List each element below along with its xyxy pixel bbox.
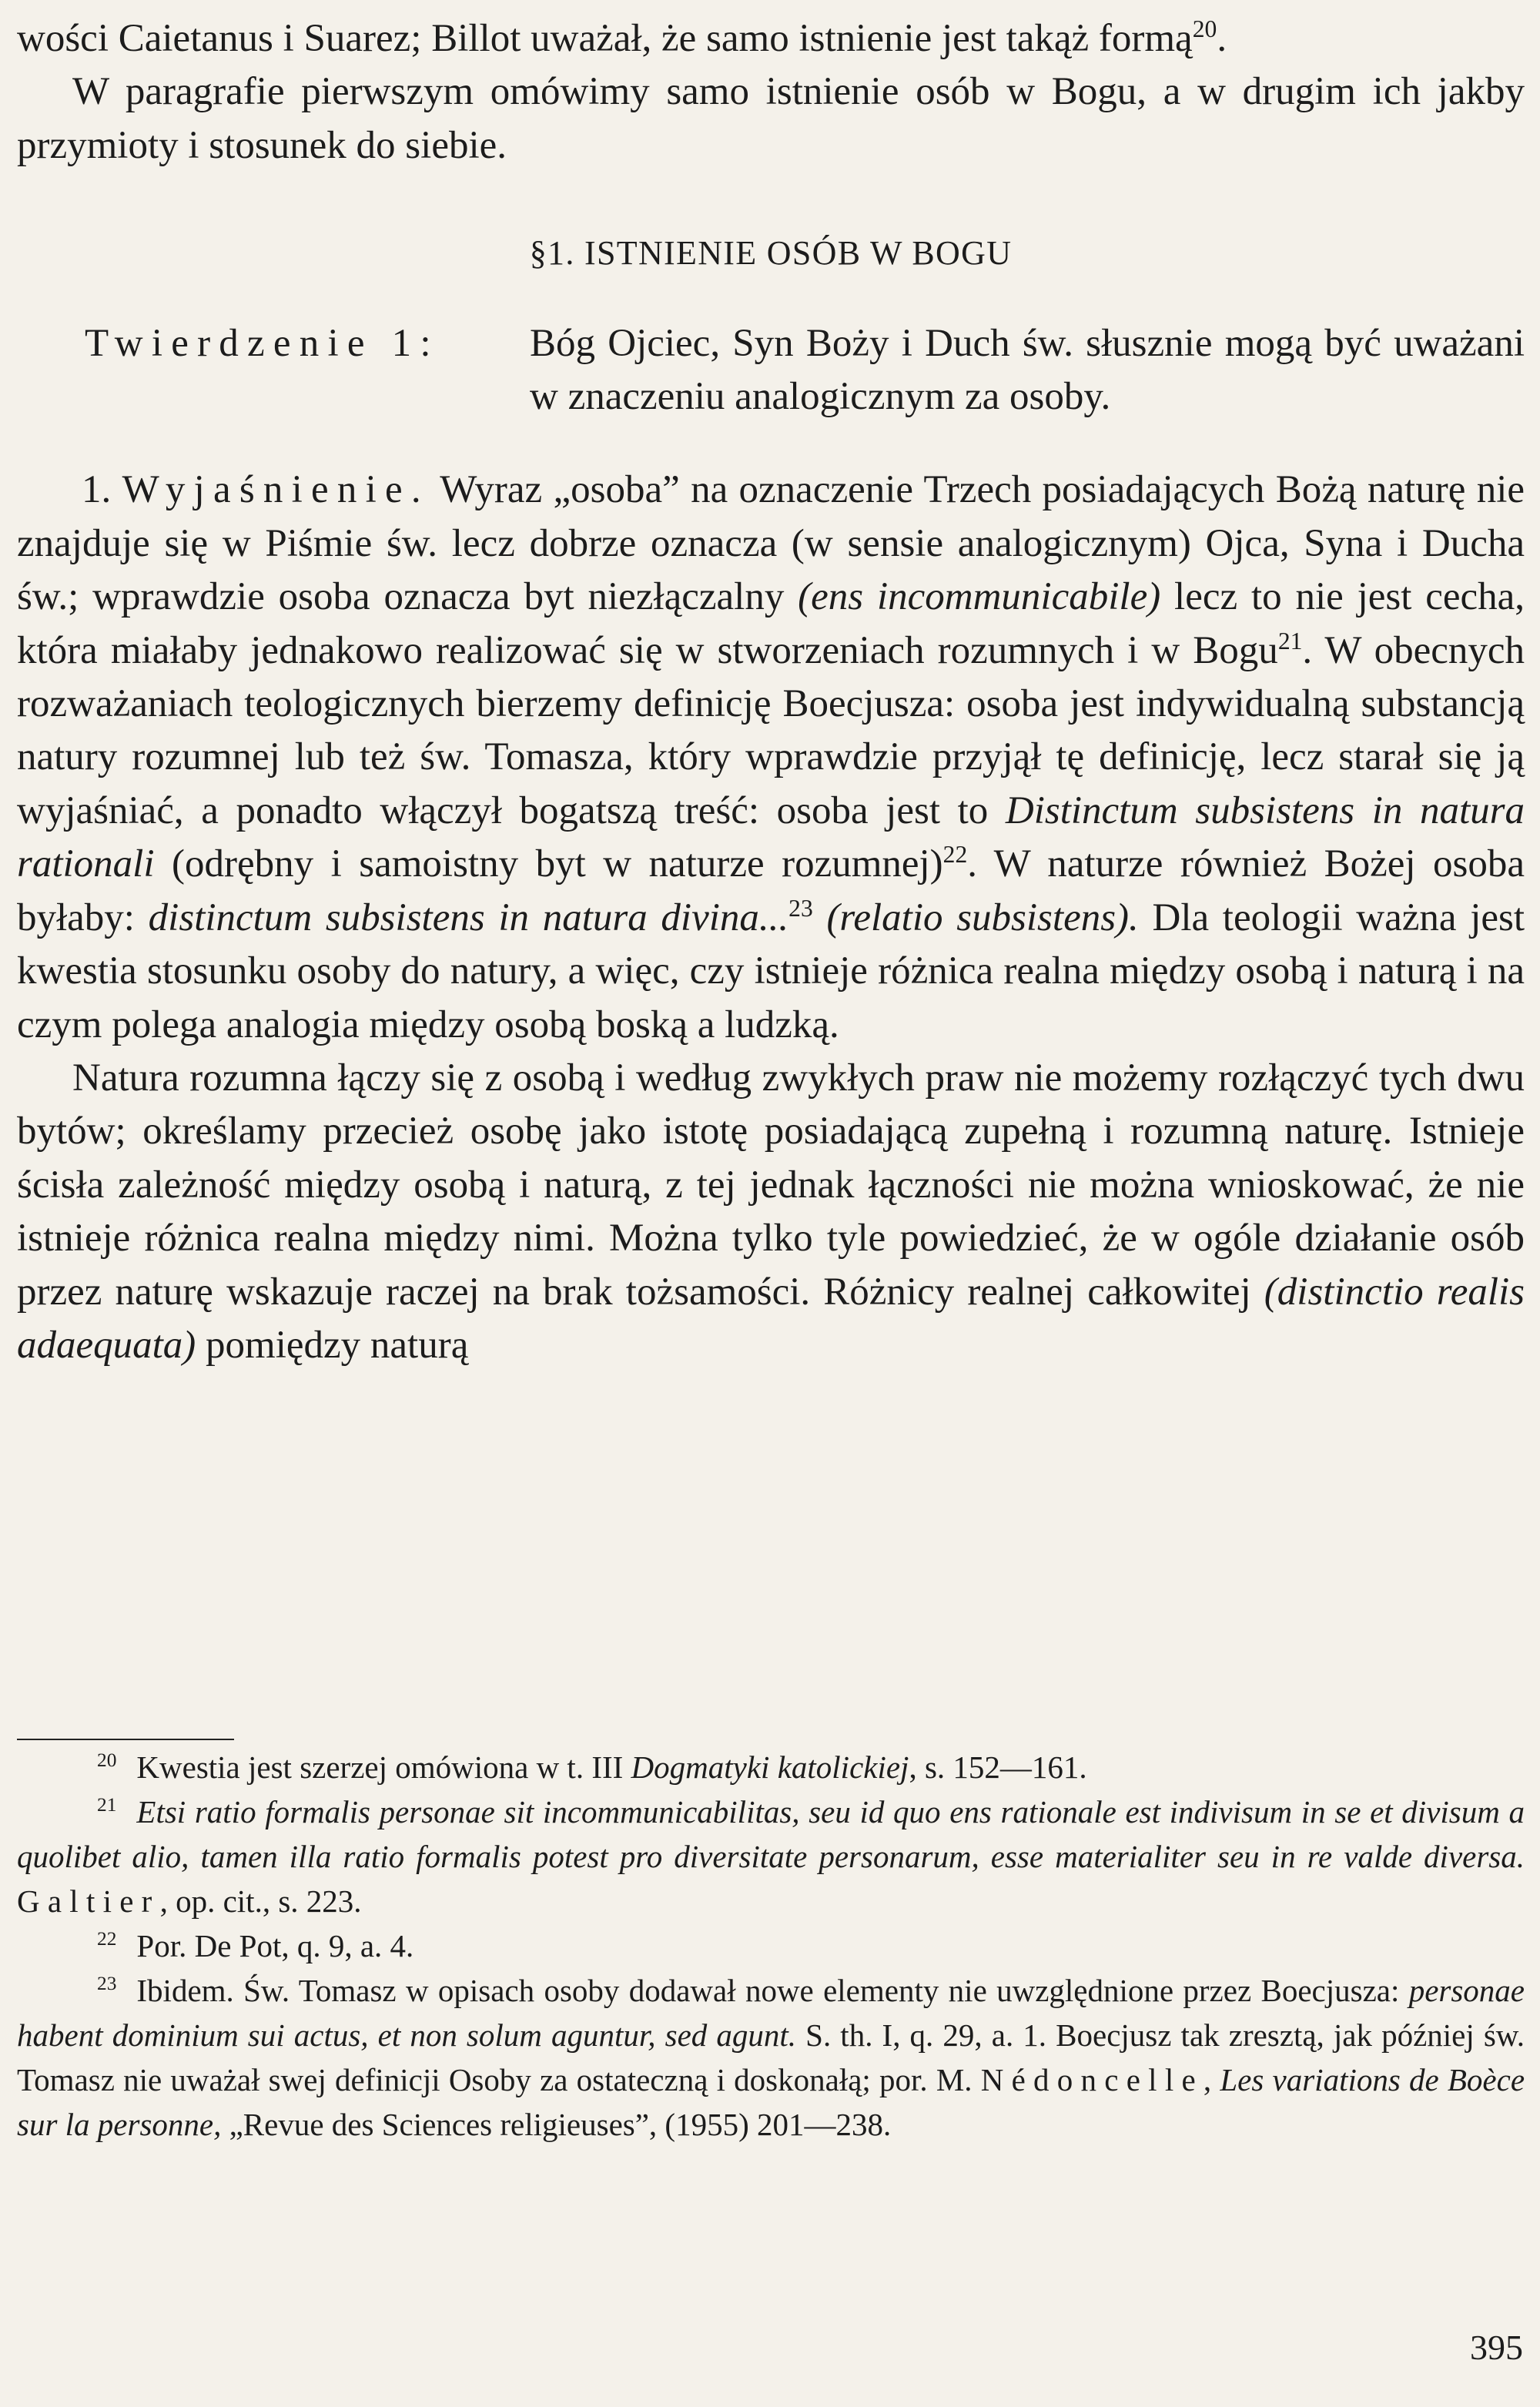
footnote-21: $^{21}$ Etsi ratio formalis personae sit incommunicabilitas, seu id quo ens rationale est indivisum in se et divisum a quolibet alio, tamen illa ratio formalis potest pro diversitate personarum, esse materialiter seu in re valde diversa. Galtier, op. cit., s. 223. — [17, 1794, 1525, 1919]
footnote-ref-20: 20 — [1192, 15, 1217, 42]
footnote-23: $^{23}$ Ibidem. Św. Tomasz w opisach osoby dodawał nowe elementy nie uwzględnione przez Boecjusza: personae habent dominium sui actus, et non solum aguntur, sed agunt. S. th. I, q. 29, a. 1. Boecjusz tak zresztą, jak później św. Tomasz nie uważał swej definicji Osoby za ostateczną i doskonałą; por. M. Nédoncelle, Les variations de Boèce sur la personne, „Revue des Sciences religieuses”, (1955) 201—238. — [17, 1973, 1525, 2142]
main-text — [17, 12, 1525, 1372]
footnotes — [17, 1745, 1525, 2147]
paragraph-explanation: 1. Wyjaśnienie. Wyraz „osoba” na oznaczenie Trzech posiadających Bożą naturę nie znajduje się w Piśmie św. lecz dobrze oznacza (w sensie analogicznym) Ojca, Syna i Ducha św.; wprawdzie osoba oznacza byt niezłączalny (ens incommunicabile) lecz to nie jest cecha, która miałaby jednakowo realizować się w stworzeniach rozumnych i w Bogu$^{21}$. W obecnych rozważaniach teologicznych bierzemy definicję Boecjusza: osoba jest indywidualną substancją natury rozumnej lub też św. Tomasza, który wprawdzie przyjął tę definicję, lecz starał się ją wyjaśniać, a ponadto włączył bogatszą treść: osoba jest to Distinctum subsistens in natura rationali (odrębny i samoistny byt w naturze rozumnej)$^{22}$. W naturze również Bożej osoba byłaby: distinctum subsistens in natura divina...$^{23}$ (relatio subsistens). Dla teologii ważna jest kwestia stosunku osoby do natury, a więc, czy istnieje różnica realna między osobą i naturą i na czym polega analogia między osobą boską a ludzką. — [17, 468, 1525, 1046]
footnote-ref-22: 22 — [942, 841, 968, 869]
theorem-text: Bóg Ojciec, Syn Boży i Duch św. słusznie mogą być uważani w znaczeniu analogicznym za osoby. — [530, 321, 1525, 419]
section-title: §1. ISTNIENIE OSÓB W BOGU — [529, 234, 1013, 273]
footnote-20: $^{20}$ Kwestia jest szerzej omówiona w t. III Dogmatyki katolickiej, s. 152—161. — [97, 1749, 1087, 1785]
explanation-heading: Wyjaśnienie. — [122, 468, 430, 512]
footnote-ref-21: 21 — [1277, 627, 1303, 654]
paragraph-nature: Natura rozumna łączy się z osobą i według zwykłych praw nie możemy rozłączyć tych dwu bytów; określamy przecież osobę jako istotę posiadającą zupełną i rozumną naturę. Istnieje ścisła zależność między osobą i naturą, z tej jednak łączności nie można wnioskować, że nie istnieje różnica realna między nimi. Można tylko tyle powiedzieć, że w ogóle działanie osób przez naturę wskazuje raczej na brak tożsamości. Różnicy realnej całkowitej (distinctio realis adaequata) pomiędzy naturą — [17, 1056, 1525, 1367]
paragraph-outline: W paragrafie pierwszym omówimy samo istnienie osób w Bogu, a w drugim ich jakby przymioty i stosunek do siebie. — [17, 70, 1525, 167]
paragraph-continuation: wości Caietanus i Suarez; Billot uważał, że samo istnienie jest takąż formą$^{20}$. — [17, 15, 1227, 60]
footnote-divider — [17, 1739, 234, 1740]
footnote-22: $^{22}$ Por. De Pot, q. 9, a. 4. — [97, 1928, 414, 1963]
theorem — [17, 317, 1525, 424]
page-number: 395 — [1470, 2328, 1523, 2367]
footnote-ref-23: 23 — [788, 894, 813, 922]
theorem-label: Twierdzenie 1: — [85, 321, 440, 365]
